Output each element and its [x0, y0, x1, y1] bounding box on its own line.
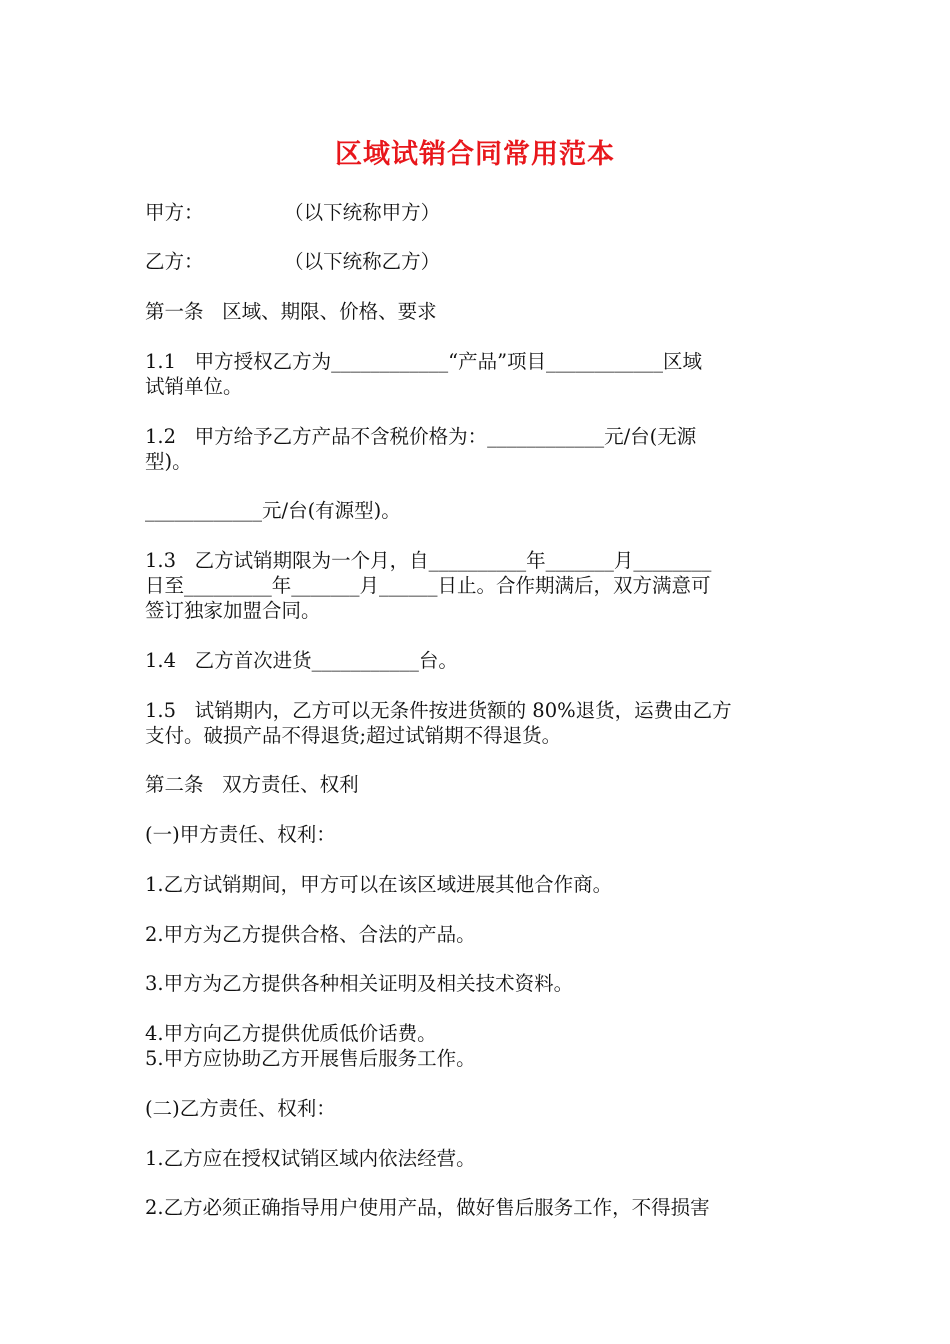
clause-1-2-line-2: 型)。 — [145, 450, 192, 473]
party-a-item-1: 1.乙方试销期间，甲方可以在该区域进展其他合作商。 — [145, 873, 613, 896]
party-b-line: 乙方： （以下统称乙方） — [145, 250, 441, 273]
article-1-heading: 第一条 区域、期限、价格、要求 — [145, 300, 437, 323]
clause-1-3-line-2: 日至_________年_______月______日止。合作期满后，双方满意可 — [145, 574, 711, 597]
party-a-item-3: 3.甲方为乙方提供各种相关证明及相关技术资料。 — [145, 972, 574, 995]
clause-1-5-line-2: 支付。破损产品不得退货;超过试销期不得退货。 — [145, 724, 562, 747]
article-2-heading: 第二条 双方责任、权利 — [145, 773, 359, 796]
party-a-item-4: 4.甲方向乙方提供优质低价话费。 — [145, 1022, 437, 1045]
clause-1-3-line-3: 签订独家加盟合同。 — [145, 599, 321, 622]
section-party-a-heading: (一)甲方责任、权利： — [145, 823, 336, 846]
clause-1-4-line: 1.4 乙方首次进货___________台。 — [145, 649, 458, 672]
clause-1-3-line-1: 1.3 乙方试销期限为一个月，自__________年_______月________ — [145, 549, 712, 572]
party-b-item-2: 2.乙方必须正确指导用户使用产品，做好售后服务工作，不得损害 — [145, 1196, 710, 1219]
party-a-line: 甲方： （以下统称甲方） — [145, 201, 441, 224]
clause-1-5-line-1: 1.5 试销期内，乙方可以无条件按进货额的 80%退货，运费由乙方 — [145, 699, 732, 722]
clause-1-1-line-2: 试销单位。 — [145, 375, 243, 398]
party-a-item-5: 5.甲方应协助乙方开展售后服务工作。 — [145, 1047, 476, 1070]
clause-1-1-line-1: 1.1 甲方授权乙方为____________“产品”项目____________区域 — [145, 350, 703, 373]
section-party-b-heading: (二)乙方责任、权利： — [145, 1097, 336, 1120]
document-title: 区域试销合同常用范本 — [335, 139, 615, 170]
party-b-item-1: 1.乙方应在授权试销区域内依法经营。 — [145, 1147, 476, 1170]
clause-1-2-line-3: ____________元/台(有源型)。 — [145, 499, 401, 522]
clause-1-2-line-1: 1.2 甲方给予乙方产品不含税价格为：____________元/台(无源 — [145, 425, 697, 448]
party-a-item-2: 2.甲方为乙方提供合格、合法的产品。 — [145, 923, 476, 946]
